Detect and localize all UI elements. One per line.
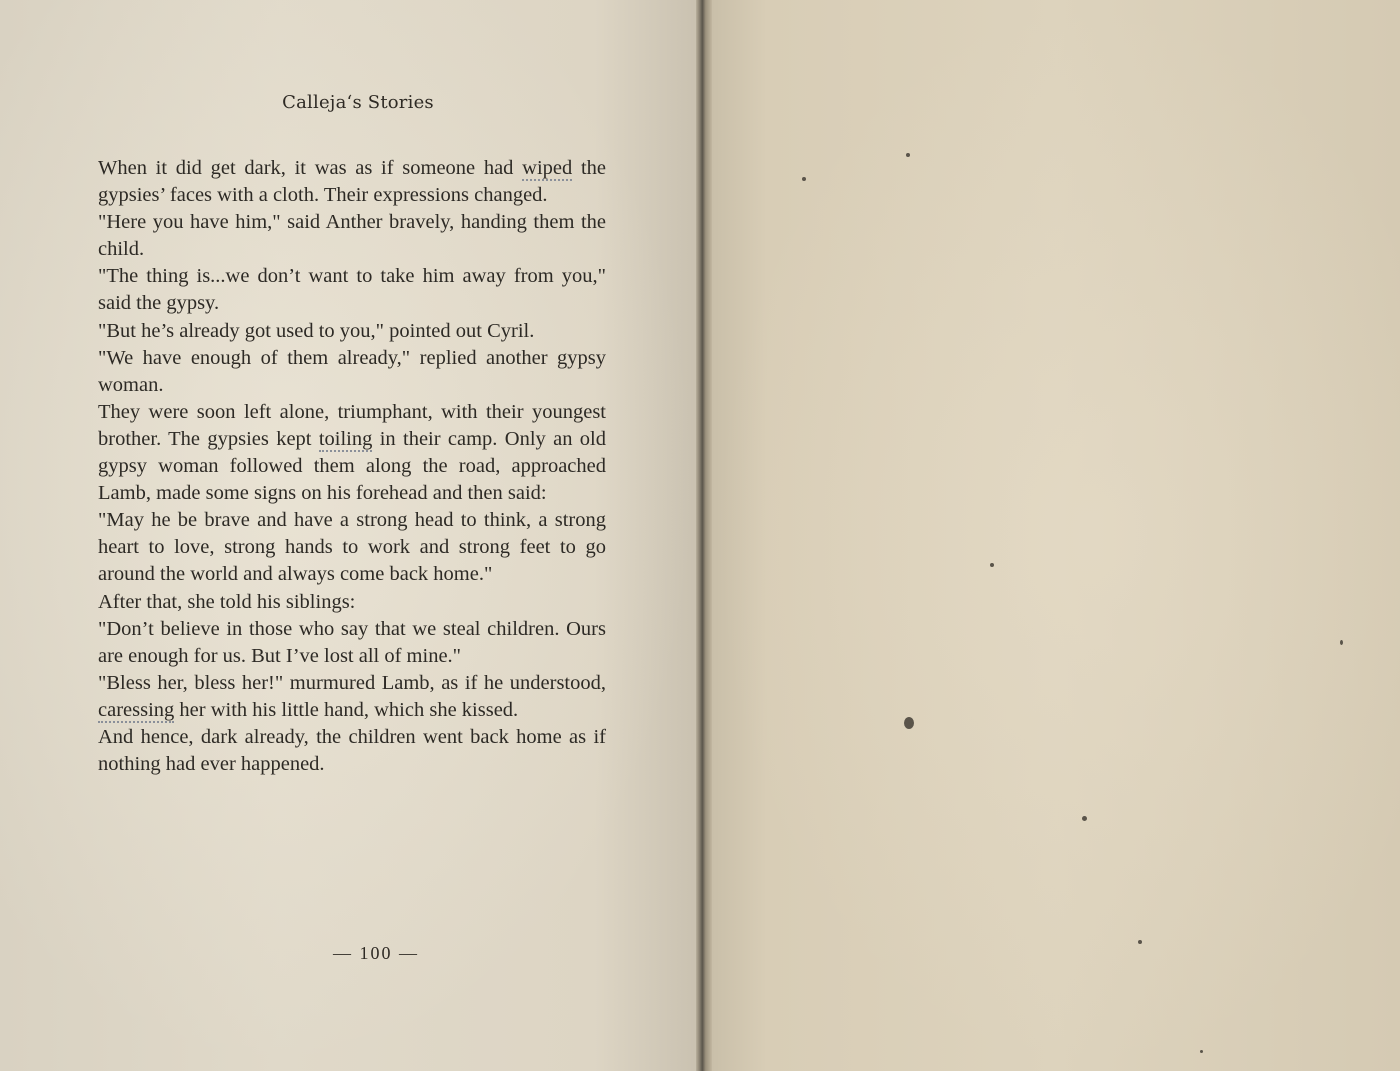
paper-speck [990, 563, 994, 567]
text-run: "Don’t believe in those who say that we steal children. Ours are enough for us. But I’ve lost all of mine." [98, 617, 606, 667]
page-number: — 100 — [333, 943, 419, 963]
text-run: "Bless her, bless her!" murmured Lamb, as if he understood, [98, 671, 606, 694]
text-run: "But he’s already got used to you," pointed out Cyril. [98, 319, 535, 342]
book-gutter [696, 0, 712, 1071]
paragraph [98, 399, 606, 507]
text-run: "We have enough of them already," replied another gypsy woman. [98, 346, 606, 396]
text-run: They were soon left alone, triumphant, with their youngest brother. The gypsies kept [98, 400, 606, 450]
paragraph [98, 724, 606, 778]
text-run: in their camp. Only an old gypsy woman followed them along the road, approached Lamb, made some signs on his forehead and then said: [98, 427, 606, 505]
glossary-word[interactable]: toiling [318, 427, 373, 450]
text-run: And hence, dark already, the children went back home as if nothing had ever happened. [98, 725, 606, 776]
text-run: "Here you have him," said Anther bravely, handing them the child. [98, 211, 606, 261]
paper-speck [1082, 816, 1087, 821]
text-run: After that, she told his siblings: [98, 590, 356, 613]
page-text [98, 155, 606, 778]
paragraph [98, 616, 606, 670]
paragraph [98, 589, 606, 616]
paragraph [98, 345, 606, 399]
running-head: Calleja‘s Stories [282, 92, 434, 113]
paper-speck [1340, 640, 1343, 645]
text-run: her with his little hand, which she kissed. [174, 698, 519, 721]
right-page-blank [712, 0, 1400, 1071]
glossary-word[interactable]: caressing [98, 698, 175, 721]
paper-speck [802, 177, 806, 181]
text-run: "The thing is...we don’t want to take him away from you," said the gypsy. [98, 265, 606, 315]
text-run: the gypsies’ faces with a cloth. Their expressions changed. [98, 157, 606, 207]
paragraph [98, 670, 606, 724]
paper-speck [1200, 1050, 1203, 1053]
paper-speck [904, 717, 914, 729]
paragraph [98, 209, 606, 263]
paragraph [98, 155, 606, 209]
paragraph [98, 507, 606, 588]
text-run: When it did get dark, it was as if someone had [98, 157, 523, 179]
paragraph [98, 263, 606, 317]
text-run: "May he be brave and have a strong head to think, a strong heart to love, strong hands to work and strong feet to go around the world and always come back home." [98, 509, 606, 586]
paper-speck [1138, 940, 1142, 944]
paper-speck [906, 153, 910, 157]
paragraph [98, 318, 606, 345]
glossary-word[interactable]: wiped [522, 157, 573, 179]
